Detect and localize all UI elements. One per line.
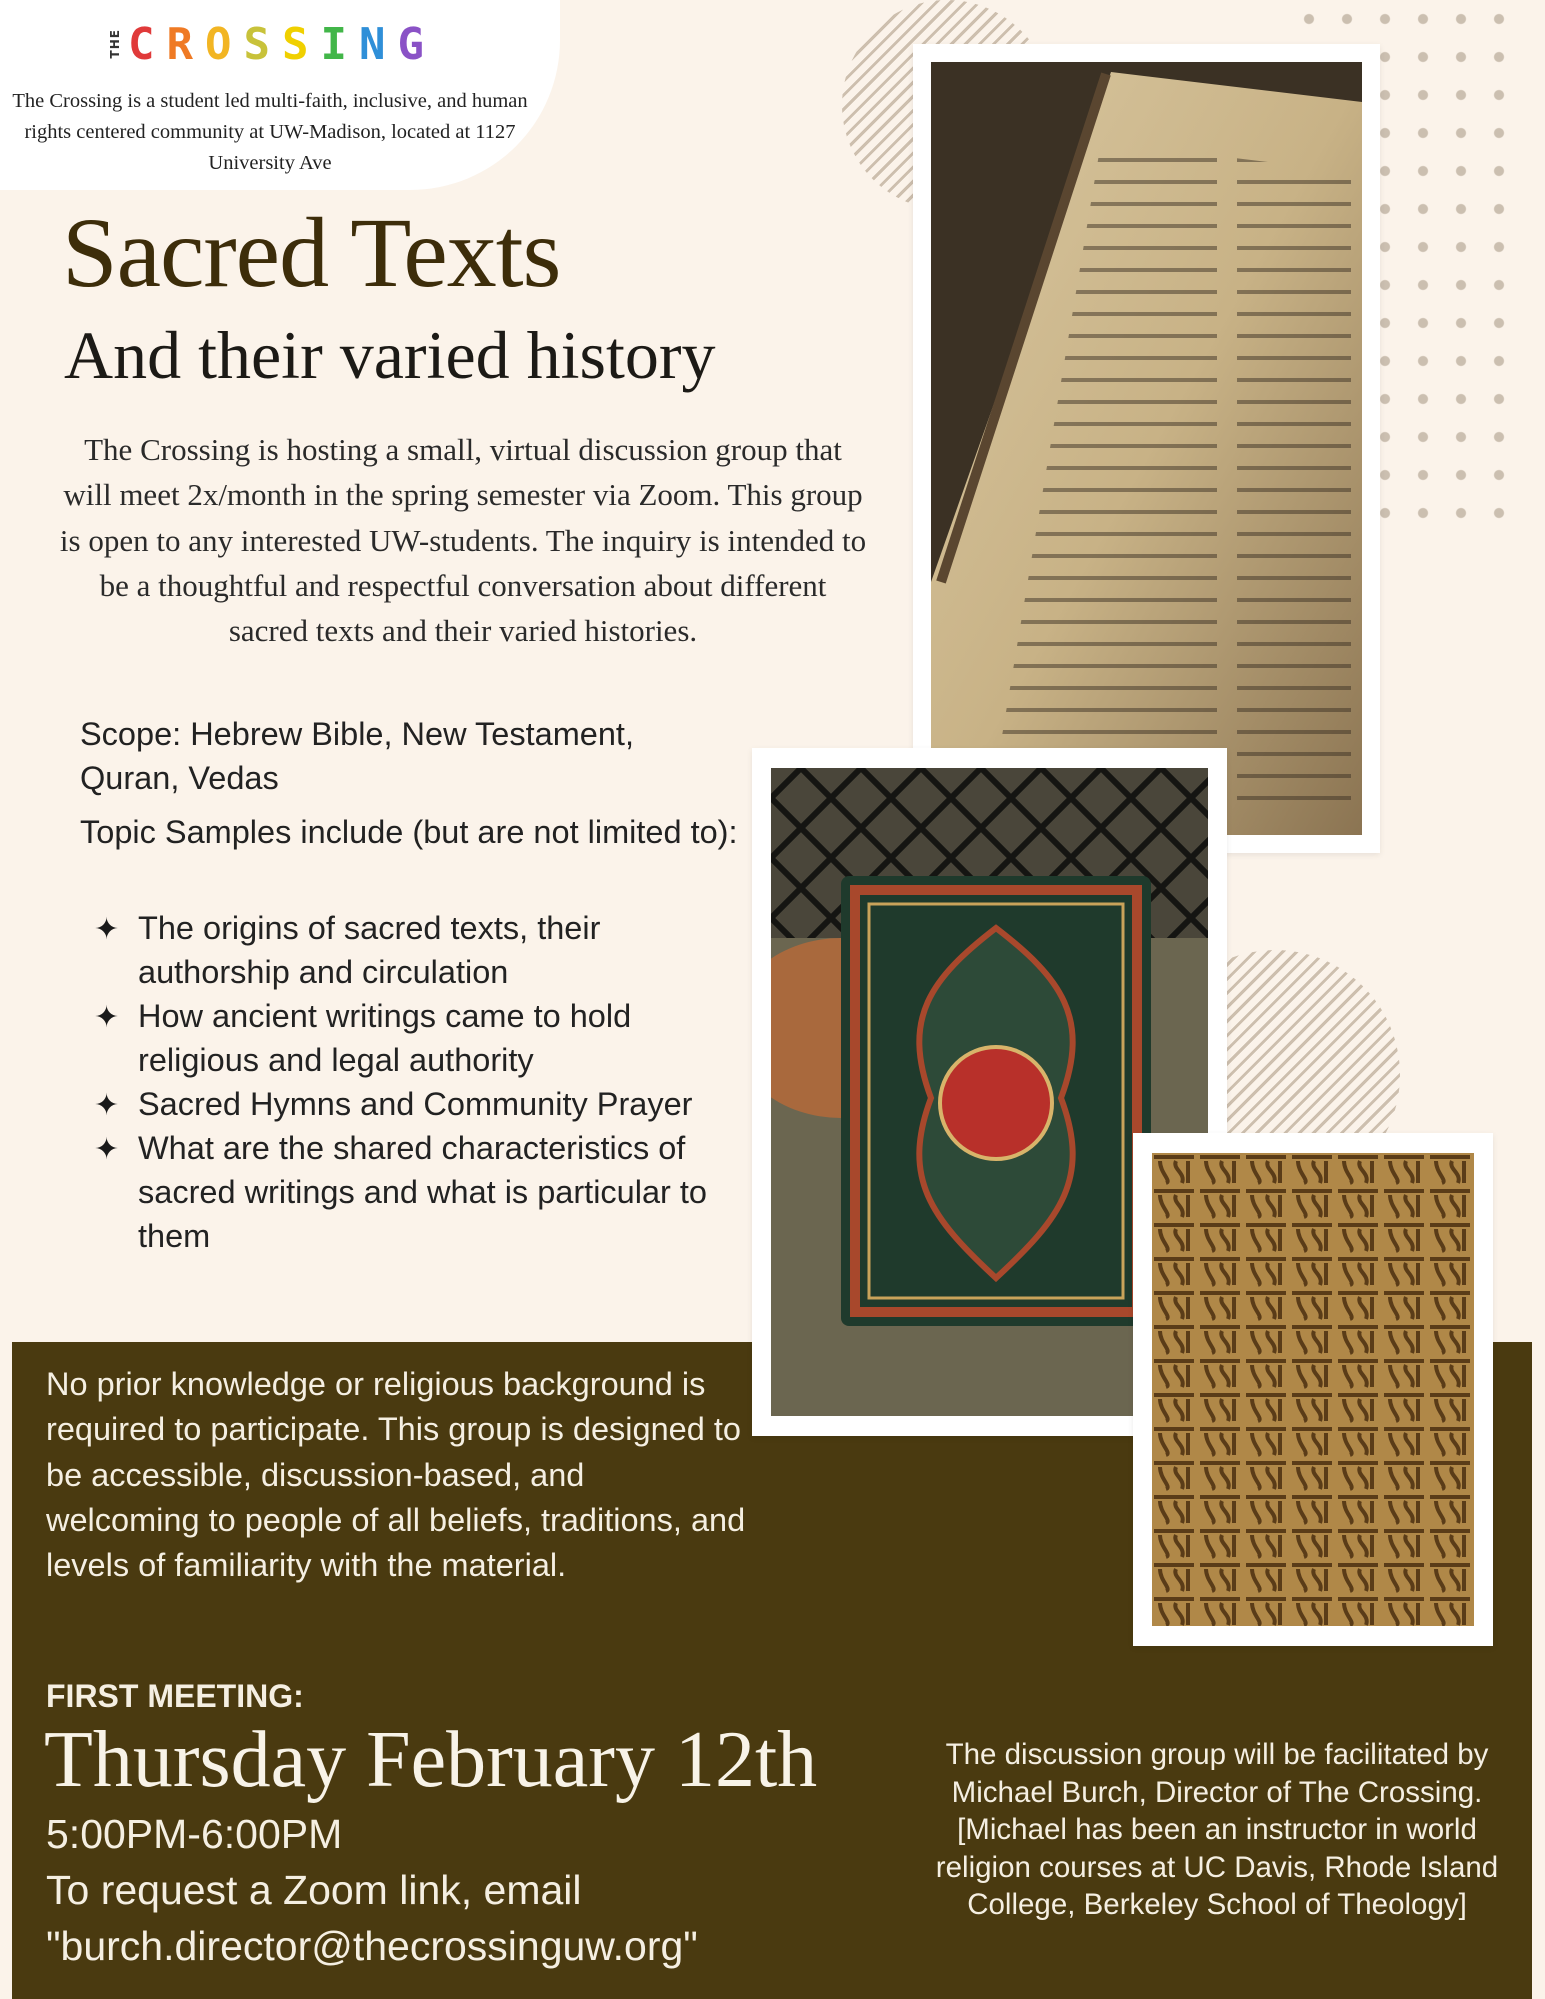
logo-letter: S xyxy=(243,18,282,70)
organization-tagline: The Crossing is a student led multi-faith, inclusive, and human rights centered community at UW-Madison, located at 1127 University Ave xyxy=(12,90,528,174)
logo-letter: N xyxy=(359,18,398,70)
topic-text: Sacred Hymns and Community Prayer xyxy=(138,1086,693,1122)
topic-text: What are the shared characteristics of sacred writings and what is particular to them xyxy=(138,1130,708,1254)
topic-list xyxy=(90,906,730,1258)
page-title: Sacred Texts xyxy=(62,197,561,308)
topic-text: How ancient writings came to hold religious and legal authority xyxy=(138,998,632,1078)
photo-frame-hebrew-bible xyxy=(913,44,1380,853)
topic-text: The origins of sacred texts, their authorship and circulation xyxy=(138,910,601,990)
facilitator-note: The discussion group will be facilitated by Michael Burch, Director of The Crossing. [Michael has been an instructor in world religion courses at UC Davis, Rhode Island College, Berkeley School of Theology] xyxy=(935,1738,1499,1921)
zoom-request-text: To request a Zoom link, email "burch.director@thecrossinguw.org" xyxy=(46,1867,698,1969)
logo-letter: C xyxy=(128,18,167,70)
list-item xyxy=(90,906,730,994)
intro-paragraph: The Crossing is hosting a small, virtual discussion group that will meet 2x/month in the spring semester via Zoom. This group is open to any interested UW-students. The inquiry is intended to be a thoughtful and respectful conversation about different sacred texts and their varied histories. xyxy=(59,432,867,649)
logo-letter: O xyxy=(205,18,244,70)
logo-the-text: THE xyxy=(108,29,122,59)
photo-frame-sanskrit xyxy=(1133,1133,1493,1646)
accessibility-notice: No prior knowledge or religious background is required to participate. This group is designed to be accessible, discussion-based, and welcoming to people of all beliefs, traditions, and levels of familiarity with the material. xyxy=(46,1366,746,1584)
page-subtitle: And their varied history xyxy=(64,317,716,393)
star-bullet-icon: ✦ xyxy=(94,1001,120,1034)
list-item xyxy=(90,1126,730,1258)
list-item xyxy=(90,994,730,1082)
star-bullet-icon: ✦ xyxy=(94,1133,120,1166)
first-meeting-label: FIRST MEETING: xyxy=(46,1678,304,1714)
logo-letter: S xyxy=(282,18,321,70)
topics-intro-text: Topic Samples include (but are not limited to): xyxy=(80,814,738,850)
star-bullet-icon: ✦ xyxy=(94,913,120,946)
hebrew-bible-photo xyxy=(931,62,1362,835)
logo-wordmark xyxy=(128,19,436,70)
crossing-logo xyxy=(108,18,436,70)
logo-letter: I xyxy=(320,18,359,70)
scope-text: Scope: Hebrew Bible, New Testament, Quran, Vedas xyxy=(80,716,634,796)
logo-letter: G xyxy=(397,18,436,70)
star-bullet-icon: ✦ xyxy=(94,1089,120,1122)
meeting-date: Thursday February 12th xyxy=(44,1716,818,1804)
sanskrit-script-photo xyxy=(1152,1153,1474,1626)
meeting-time: 5:00PM-6:00PM xyxy=(46,1811,343,1857)
logo-letter: R xyxy=(166,18,205,70)
list-item xyxy=(90,1082,730,1126)
